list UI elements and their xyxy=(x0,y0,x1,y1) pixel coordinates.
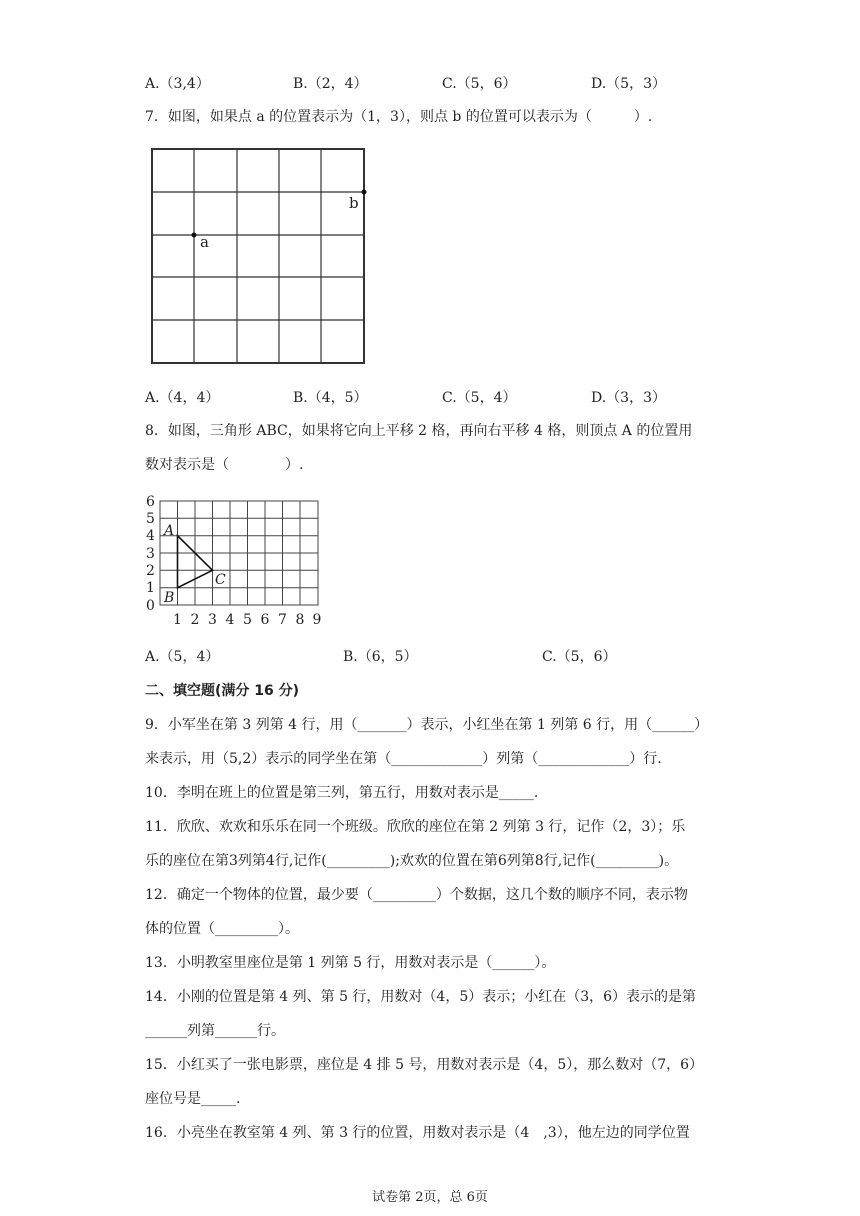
q8-vertex-b-label: B xyxy=(164,590,175,606)
question-10: 10．李明在班上的位置是第三列，第五行，用数对表示是_____. xyxy=(145,785,539,801)
q8-x-axis-ticks xyxy=(173,612,321,628)
q6-option-c: C.（5，6） xyxy=(442,76,517,92)
q8-option-c: C.（5，6） xyxy=(542,649,617,665)
q8-x-tick: 6 xyxy=(260,612,270,628)
q8-y-tick: 1 xyxy=(146,580,155,596)
q7-option-d: D.（3，3） xyxy=(591,390,666,406)
q8-x-tick: 4 xyxy=(225,612,235,628)
q7-stem: 7．如图，如果点 a 的位置表示为（1，3），则点 b 的位置可以表示为（ ）. xyxy=(145,109,653,125)
q8-grid-figure xyxy=(140,490,340,635)
question-11-line-1: 11．欣欣、欢欢和乐乐在同一个班级。欣欣的座位在第 2 列第 3 行，记作（2，3）；乐 xyxy=(145,819,686,835)
section-2-title: 二、填空题(满分 16 分) xyxy=(145,683,300,699)
q8-option-b: B.（6，5） xyxy=(343,649,418,665)
question-15-line-1: 15．小红买了一张电影票，座位是 4 排 5 号，用数对表示是（4，5），那么数对（7，6） xyxy=(145,1057,704,1073)
q8-y-tick: 0 xyxy=(146,598,155,614)
q8-x-tick: 9 xyxy=(312,612,322,628)
q8-stem-line-2: 数对表示是（ ）. xyxy=(145,457,304,473)
question-9-line-1: 9．小军坐在第 3 列第 4 行，用（_______）表示，小红坐在第 1 列第 6 行，用（______） xyxy=(145,717,709,733)
question-9-line-2: 来表示，用（5,2）表示的同学坐在第（_____________）列第（_____________）行. xyxy=(145,751,662,767)
q6-option-b: B.（2，4） xyxy=(293,76,368,92)
q8-y-axis-ticks xyxy=(146,494,155,614)
question-15-line-2: 座位号是_____. xyxy=(145,1091,241,1107)
page-footer: 试卷第 2页，总 6页 xyxy=(372,1190,488,1205)
q8-options xyxy=(145,647,845,667)
q8-vertex-a-label: A xyxy=(164,523,175,539)
q7-option-a: A.（4，4） xyxy=(145,390,220,406)
q7-option-c: C.（5，4） xyxy=(442,390,517,406)
q8-y-tick: 4 xyxy=(146,528,155,544)
q8-y-tick: 2 xyxy=(146,563,155,579)
q8-x-tick: 1 xyxy=(173,612,182,628)
question-12-line-2: 体的位置（_________）。 xyxy=(145,921,299,937)
q8-x-tick: 2 xyxy=(190,612,200,628)
question-13: 13．小明教室里座位是第 1 列第 5 行，用数对表示是（______）。 xyxy=(145,955,556,971)
q8-y-tick: 3 xyxy=(146,546,155,562)
q8-stem-line-1: 8．如图，三角形 ABC，如果将它向上平移 2 格，再向右平移 4 格，则顶点 A 的位置用 xyxy=(145,423,693,439)
q8-y-tick: 5 xyxy=(146,511,155,527)
q8-x-tick: 5 xyxy=(243,612,252,628)
q6-option-a: A.（3,4） xyxy=(145,76,210,92)
q8-x-tick: 8 xyxy=(295,612,305,628)
q7-point-a-label: a xyxy=(200,233,209,251)
q8-vertex-c-label: C xyxy=(215,572,226,588)
question-14-line-2: ______列第______行。 xyxy=(145,1023,285,1039)
question-12-line-1: 12．确定一个物体的位置，最少要（_________）个数据，这几个数的顺序不同，表示物 xyxy=(145,887,688,903)
q7-option-b: B.（4，5） xyxy=(293,390,368,406)
q7-point-b xyxy=(362,190,367,195)
q7-grid-figure xyxy=(140,140,380,375)
q8-grid xyxy=(160,501,318,605)
q8-option-a: A.（5，4） xyxy=(145,649,220,665)
question-11-line-2: 乐的座位在第3列第4行,记作(_________);欢欢的位置在第6列第8行,记作(_________)。 xyxy=(145,853,679,869)
q6-option-d: D.（5，3） xyxy=(591,76,666,92)
q7-grid xyxy=(152,149,364,363)
question-16-line-1: 16．小亮坐在教室第 4 列、第 3 行的位置，用数对表示是（4 ,3），他左边的同学位置 xyxy=(145,1125,690,1141)
q7-point-b-label: b xyxy=(349,194,359,212)
q6-options xyxy=(145,74,845,94)
q8-y-tick: 6 xyxy=(146,494,155,510)
q7-point-a xyxy=(192,233,197,238)
q7-options xyxy=(145,388,845,408)
q8-x-tick: 3 xyxy=(208,612,217,628)
question-14-line-1: 14．小刚的位置是第 4 列、第 5 行，用数对（4，5）表示；小红在（3，6）表示的是第 xyxy=(145,989,697,1005)
q8-x-tick: 7 xyxy=(278,612,287,628)
